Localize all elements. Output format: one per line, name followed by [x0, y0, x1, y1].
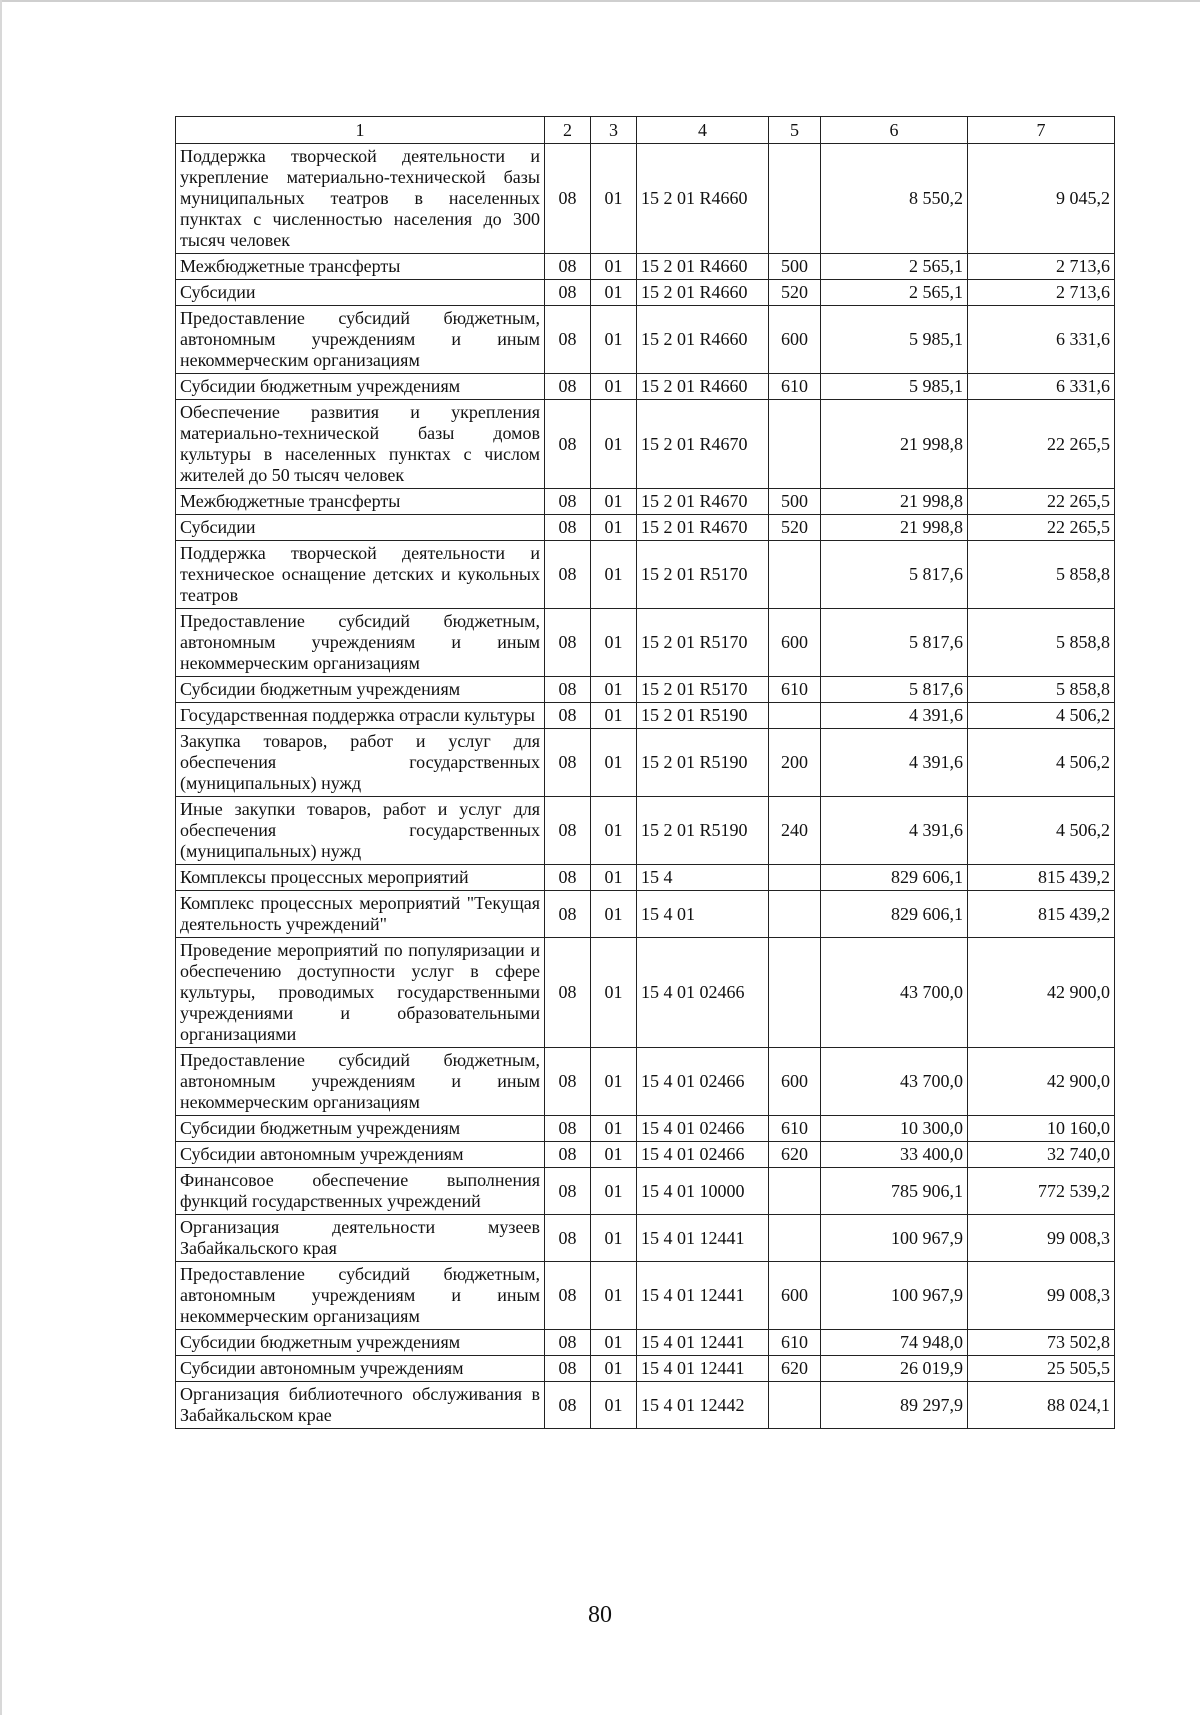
cell-amount-year2: 815 439,2	[968, 865, 1115, 891]
cell-amount-year1: 829 606,1	[821, 891, 968, 938]
cell-section: 08	[545, 1262, 591, 1330]
cell-target-code: 15 2 01 R4670	[637, 515, 769, 541]
table-row	[176, 797, 1115, 865]
table-row	[176, 374, 1115, 400]
table-row	[176, 729, 1115, 797]
table-row	[176, 1356, 1115, 1382]
cell-expense-type: 200	[769, 729, 821, 797]
cell-expense-type: 620	[769, 1142, 821, 1168]
cell-subsection: 01	[591, 609, 637, 677]
cell-expense-type	[769, 400, 821, 489]
cell-amount-year1: 21 998,8	[821, 400, 968, 489]
table-row	[176, 515, 1115, 541]
budget-table	[175, 116, 1115, 1429]
cell-target-code: 15 2 01 R5190	[637, 703, 769, 729]
cell-amount-year1: 4 391,6	[821, 729, 968, 797]
cell-section: 08	[545, 541, 591, 609]
cell-expense-type: 610	[769, 374, 821, 400]
cell-target-code: 15 4 01	[637, 891, 769, 938]
table-row	[176, 400, 1115, 489]
cell-section: 08	[545, 1382, 591, 1429]
cell-target-code: 15 4 01 12441	[637, 1215, 769, 1262]
column-header-6: 6	[821, 117, 968, 144]
column-header-3: 3	[591, 117, 637, 144]
cell-target-code: 15 2 01 R4660	[637, 144, 769, 254]
cell-expense-type	[769, 541, 821, 609]
cell-target-code: 15 2 01 R4660	[637, 254, 769, 280]
cell-name: Предоставление субсидий бюджетным, автономным учреждениям и иным некоммерческим организациям	[176, 609, 545, 677]
cell-name: Обеспечение развития и укрепления материально-технической базы домов культуры в населенных пунктах с числом жителей до 50 тысяч человек	[176, 400, 545, 489]
table-row	[176, 144, 1115, 254]
cell-target-code: 15 2 01 R5170	[637, 677, 769, 703]
cell-amount-year2: 25 505,5	[968, 1356, 1115, 1382]
cell-name: Субсидии бюджетным учреждениям	[176, 1330, 545, 1356]
cell-name: Субсидии бюджетным учреждениям	[176, 1116, 545, 1142]
cell-amount-year2: 2 713,6	[968, 254, 1115, 280]
cell-expense-type: 600	[769, 1048, 821, 1116]
cell-target-code: 15 4 01 02466	[637, 1048, 769, 1116]
table-row	[176, 1382, 1115, 1429]
cell-expense-type: 610	[769, 1330, 821, 1356]
cell-amount-year1: 21 998,8	[821, 489, 968, 515]
cell-section: 08	[545, 609, 591, 677]
cell-subsection: 01	[591, 1142, 637, 1168]
cell-amount-year2: 42 900,0	[968, 938, 1115, 1048]
cell-amount-year1: 2 565,1	[821, 254, 968, 280]
cell-expense-type: 620	[769, 1356, 821, 1382]
cell-name: Комплекс процессных мероприятий "Текущая деятельность учреждений"	[176, 891, 545, 938]
cell-amount-year1: 829 606,1	[821, 865, 968, 891]
table-row	[176, 489, 1115, 515]
cell-section: 08	[545, 938, 591, 1048]
cell-name: Субсидии автономным учреждениям	[176, 1142, 545, 1168]
table-row	[176, 865, 1115, 891]
cell-section: 08	[545, 144, 591, 254]
table-row	[176, 1116, 1115, 1142]
cell-section: 08	[545, 1048, 591, 1116]
cell-subsection: 01	[591, 797, 637, 865]
cell-amount-year2: 6 331,6	[968, 306, 1115, 374]
cell-target-code: 15 2 01 R4660	[637, 374, 769, 400]
cell-expense-type	[769, 703, 821, 729]
cell-section: 08	[545, 729, 591, 797]
cell-expense-type: 610	[769, 677, 821, 703]
cell-section: 08	[545, 703, 591, 729]
table-row	[176, 1262, 1115, 1330]
cell-name: Финансовое обеспечение выполнения функций государственных учреждений	[176, 1168, 545, 1215]
column-header-4: 4	[637, 117, 769, 144]
cell-section: 08	[545, 1142, 591, 1168]
cell-subsection: 01	[591, 489, 637, 515]
cell-amount-year1: 2 565,1	[821, 280, 968, 306]
cell-subsection: 01	[591, 1168, 637, 1215]
cell-name: Организация библиотечного обслуживания в Забайкальском крае	[176, 1382, 545, 1429]
cell-expense-type: 240	[769, 797, 821, 865]
cell-subsection: 01	[591, 1330, 637, 1356]
cell-target-code: 15 4 01 10000	[637, 1168, 769, 1215]
table-row	[176, 1215, 1115, 1262]
cell-amount-year2: 2 713,6	[968, 280, 1115, 306]
cell-subsection: 01	[591, 891, 637, 938]
cell-target-code: 15 4 01 12441	[637, 1262, 769, 1330]
table-row	[176, 280, 1115, 306]
cell-amount-year2: 9 045,2	[968, 144, 1115, 254]
cell-name: Субсидии	[176, 515, 545, 541]
cell-subsection: 01	[591, 254, 637, 280]
cell-section: 08	[545, 489, 591, 515]
cell-name: Государственная поддержка отрасли культуры	[176, 703, 545, 729]
cell-expense-type: 600	[769, 1262, 821, 1330]
table-row	[176, 1142, 1115, 1168]
cell-section: 08	[545, 280, 591, 306]
cell-amount-year1: 100 967,9	[821, 1215, 968, 1262]
cell-amount-year1: 5 985,1	[821, 374, 968, 400]
cell-name: Субсидии бюджетным учреждениям	[176, 374, 545, 400]
cell-amount-year1: 74 948,0	[821, 1330, 968, 1356]
cell-amount-year2: 815 439,2	[968, 891, 1115, 938]
page-number: 80	[588, 1602, 612, 1628]
cell-subsection: 01	[591, 1215, 637, 1262]
cell-amount-year1: 4 391,6	[821, 703, 968, 729]
cell-subsection: 01	[591, 1356, 637, 1382]
cell-amount-year2: 772 539,2	[968, 1168, 1115, 1215]
cell-subsection: 01	[591, 865, 637, 891]
cell-subsection: 01	[591, 1262, 637, 1330]
cell-target-code: 15 2 01 R4670	[637, 489, 769, 515]
table-body	[176, 144, 1115, 1429]
cell-name: Иные закупки товаров, работ и услуг для обеспечения государственных (муниципальных) нужд	[176, 797, 545, 865]
cell-name: Субсидии бюджетным учреждениям	[176, 677, 545, 703]
cell-subsection: 01	[591, 1116, 637, 1142]
cell-expense-type	[769, 1168, 821, 1215]
cell-expense-type: 600	[769, 609, 821, 677]
cell-amount-year2: 73 502,8	[968, 1330, 1115, 1356]
cell-amount-year2: 88 024,1	[968, 1382, 1115, 1429]
cell-subsection: 01	[591, 515, 637, 541]
column-header-5: 5	[769, 117, 821, 144]
cell-amount-year2: 99 008,3	[968, 1262, 1115, 1330]
cell-target-code: 15 4	[637, 865, 769, 891]
cell-expense-type	[769, 144, 821, 254]
cell-name: Субсидии	[176, 280, 545, 306]
cell-name: Предоставление субсидий бюджетным, автономным учреждениям и иным некоммерческим организациям	[176, 306, 545, 374]
cell-expense-type	[769, 1215, 821, 1262]
cell-subsection: 01	[591, 144, 637, 254]
table-row	[176, 891, 1115, 938]
cell-name: Межбюджетные трансферты	[176, 254, 545, 280]
column-header-1: 1	[176, 117, 545, 144]
cell-amount-year1: 5 817,6	[821, 609, 968, 677]
page-edge-left	[0, 0, 2, 1715]
cell-expense-type: 520	[769, 280, 821, 306]
cell-section: 08	[545, 254, 591, 280]
cell-section: 08	[545, 515, 591, 541]
cell-expense-type	[769, 1382, 821, 1429]
cell-subsection: 01	[591, 938, 637, 1048]
cell-subsection: 01	[591, 677, 637, 703]
cell-expense-type: 600	[769, 306, 821, 374]
cell-target-code: 15 2 01 R5170	[637, 541, 769, 609]
cell-amount-year2: 22 265,5	[968, 400, 1115, 489]
cell-name: Субсидии автономным учреждениям	[176, 1356, 545, 1382]
cell-expense-type: 500	[769, 254, 821, 280]
cell-name: Межбюджетные трансферты	[176, 489, 545, 515]
cell-section: 08	[545, 677, 591, 703]
cell-subsection: 01	[591, 306, 637, 374]
cell-target-code: 15 2 01 R5190	[637, 797, 769, 865]
cell-expense-type: 610	[769, 1116, 821, 1142]
cell-target-code: 15 2 01 R4670	[637, 400, 769, 489]
cell-amount-year1: 43 700,0	[821, 1048, 968, 1116]
cell-amount-year1: 10 300,0	[821, 1116, 968, 1142]
cell-amount-year2: 4 506,2	[968, 729, 1115, 797]
cell-amount-year2: 32 740,0	[968, 1142, 1115, 1168]
cell-amount-year1: 8 550,2	[821, 144, 968, 254]
cell-amount-year1: 5 817,6	[821, 677, 968, 703]
table-row	[176, 938, 1115, 1048]
cell-amount-year1: 785 906,1	[821, 1168, 968, 1215]
cell-section: 08	[545, 891, 591, 938]
cell-subsection: 01	[591, 541, 637, 609]
table-row	[176, 677, 1115, 703]
cell-section: 08	[545, 797, 591, 865]
cell-target-code: 15 4 01 12442	[637, 1382, 769, 1429]
cell-section: 08	[545, 1330, 591, 1356]
table-header-row	[176, 117, 1115, 144]
cell-amount-year1: 5 985,1	[821, 306, 968, 374]
cell-name: Комплексы процессных мероприятий	[176, 865, 545, 891]
cell-amount-year2: 42 900,0	[968, 1048, 1115, 1116]
cell-amount-year2: 6 331,6	[968, 374, 1115, 400]
cell-target-code: 15 2 01 R5190	[637, 729, 769, 797]
cell-section: 08	[545, 1215, 591, 1262]
cell-section: 08	[545, 865, 591, 891]
cell-name: Организация деятельности музеев Забайкальского края	[176, 1215, 545, 1262]
cell-amount-year2: 5 858,8	[968, 677, 1115, 703]
cell-amount-year1: 26 019,9	[821, 1356, 968, 1382]
cell-subsection: 01	[591, 400, 637, 489]
table-row	[176, 703, 1115, 729]
cell-expense-type	[769, 938, 821, 1048]
cell-expense-type	[769, 891, 821, 938]
cell-amount-year1: 21 998,8	[821, 515, 968, 541]
cell-subsection: 01	[591, 1382, 637, 1429]
table-row	[176, 609, 1115, 677]
cell-name: Поддержка творческой деятельности и укрепление материально-технической базы муниципальных театров в населенных пунктах с численностью населения до 300 тысяч человек	[176, 144, 545, 254]
cell-expense-type: 520	[769, 515, 821, 541]
cell-name: Предоставление субсидий бюджетным, автономным учреждениям и иным некоммерческим организациям	[176, 1048, 545, 1116]
cell-expense-type: 500	[769, 489, 821, 515]
cell-amount-year2: 22 265,5	[968, 515, 1115, 541]
cell-section: 08	[545, 1168, 591, 1215]
cell-amount-year1: 43 700,0	[821, 938, 968, 1048]
cell-amount-year2: 4 506,2	[968, 703, 1115, 729]
table-row	[176, 541, 1115, 609]
cell-target-code: 15 2 01 R4660	[637, 306, 769, 374]
cell-section: 08	[545, 374, 591, 400]
cell-subsection: 01	[591, 1048, 637, 1116]
cell-target-code: 15 4 01 12441	[637, 1356, 769, 1382]
cell-name: Поддержка творческой деятельности и техническое оснащение детских и кукольных театров	[176, 541, 545, 609]
column-header-2: 2	[545, 117, 591, 144]
cell-amount-year1: 100 967,9	[821, 1262, 968, 1330]
cell-name: Предоставление субсидий бюджетным, автономным учреждениям и иным некоммерческим организациям	[176, 1262, 545, 1330]
cell-target-code: 15 2 01 R4660	[637, 280, 769, 306]
cell-target-code: 15 4 01 02466	[637, 1142, 769, 1168]
cell-amount-year1: 33 400,0	[821, 1142, 968, 1168]
cell-target-code: 15 4 01 12441	[637, 1330, 769, 1356]
cell-amount-year2: 5 858,8	[968, 609, 1115, 677]
table-row	[176, 254, 1115, 280]
page-edge-top	[0, 0, 1200, 2]
cell-name: Закупка товаров, работ и услуг для обеспечения государственных (муниципальных) нужд	[176, 729, 545, 797]
cell-amount-year2: 22 265,5	[968, 489, 1115, 515]
cell-amount-year2: 99 008,3	[968, 1215, 1115, 1262]
cell-target-code: 15 4 01 02466	[637, 938, 769, 1048]
cell-amount-year1: 4 391,6	[821, 797, 968, 865]
cell-amount-year1: 5 817,6	[821, 541, 968, 609]
cell-amount-year1: 89 297,9	[821, 1382, 968, 1429]
cell-amount-year2: 5 858,8	[968, 541, 1115, 609]
table-row	[176, 1168, 1115, 1215]
cell-subsection: 01	[591, 703, 637, 729]
table-row	[176, 1048, 1115, 1116]
cell-target-code: 15 4 01 02466	[637, 1116, 769, 1142]
cell-amount-year2: 10 160,0	[968, 1116, 1115, 1142]
cell-section: 08	[545, 306, 591, 374]
cell-expense-type	[769, 865, 821, 891]
table-row	[176, 1330, 1115, 1356]
table-row	[176, 306, 1115, 374]
cell-section: 08	[545, 400, 591, 489]
cell-section: 08	[545, 1116, 591, 1142]
cell-name: Проведение мероприятий по популяризации и обеспечению доступности услуг в сфере культуры, проводимых государственными учреждениями и образовательными организациями	[176, 938, 545, 1048]
cell-section: 08	[545, 1356, 591, 1382]
cell-amount-year2: 4 506,2	[968, 797, 1115, 865]
cell-target-code: 15 2 01 R5170	[637, 609, 769, 677]
cell-subsection: 01	[591, 729, 637, 797]
cell-subsection: 01	[591, 374, 637, 400]
cell-subsection: 01	[591, 280, 637, 306]
column-header-7: 7	[968, 117, 1115, 144]
